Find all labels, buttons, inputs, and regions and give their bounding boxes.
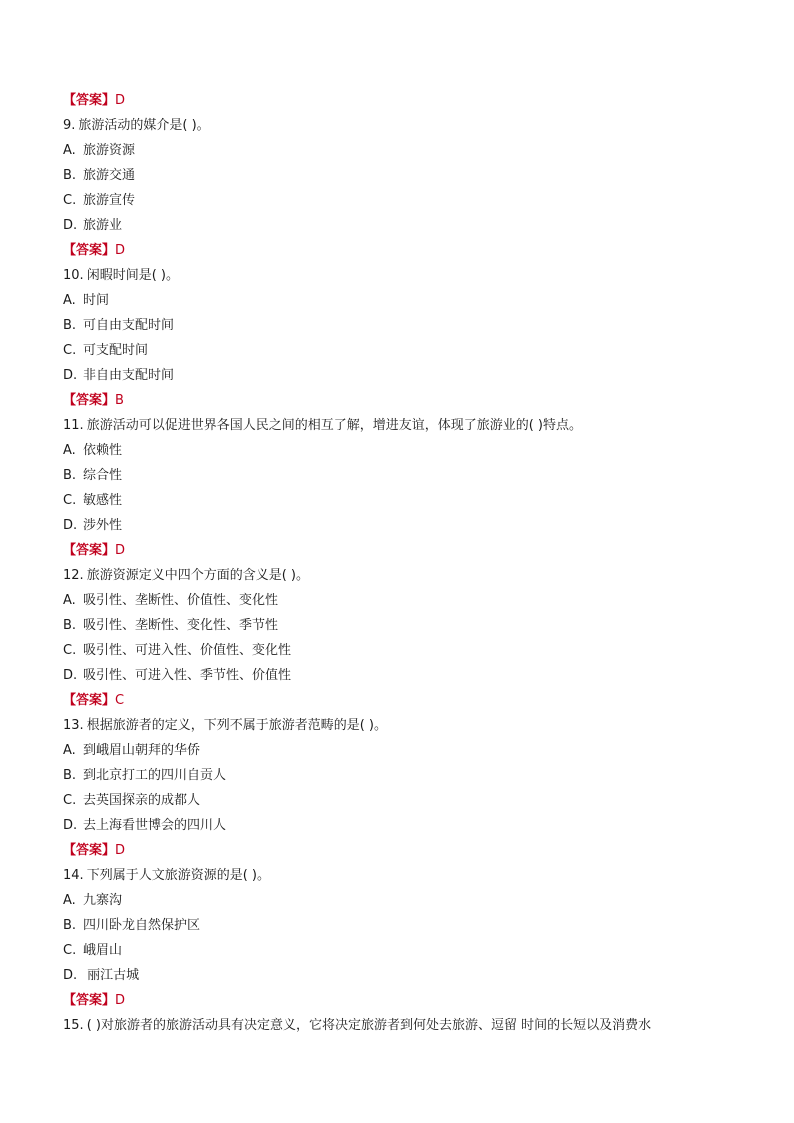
answer-line — [63, 988, 743, 1013]
option-line — [63, 163, 743, 188]
question-number: 12. — [63, 568, 84, 583]
answer-label: 【答案】 — [63, 93, 116, 108]
answer-line — [63, 388, 743, 413]
option-letter: A. — [63, 443, 76, 458]
option-text: 吸引性、垄断性、变化性、季节性 — [83, 618, 279, 633]
option-letter: D. — [63, 668, 78, 683]
option-letter: D. — [63, 968, 78, 983]
question-text: 旅游资源定义中四个方面的含义是( )。 — [86, 568, 309, 583]
option-line — [63, 138, 743, 163]
option-line — [63, 763, 743, 788]
option-line — [63, 788, 743, 813]
option-text: 涉外性 — [83, 518, 123, 533]
option-text: 旅游资源 — [83, 143, 136, 158]
option-text: 依赖性 — [83, 443, 123, 458]
option-line — [63, 363, 743, 388]
option-letter: C. — [63, 343, 77, 358]
option-line — [63, 313, 743, 338]
question-line — [63, 263, 743, 288]
option-line — [63, 613, 743, 638]
option-line — [63, 288, 743, 313]
option-line — [63, 463, 743, 488]
option-line — [63, 188, 743, 213]
question-line — [63, 413, 743, 438]
option-text: 吸引性、可进入性、季节性、价值性 — [83, 668, 292, 683]
answer-label: 【答案】 — [63, 993, 116, 1008]
answer-label: 【答案】 — [63, 843, 116, 858]
option-text: 去英国探亲的成都人 — [83, 793, 201, 808]
question-number: 14. — [63, 868, 84, 883]
option-line — [63, 888, 743, 913]
answer-line — [63, 838, 743, 863]
question-number: 9. — [63, 118, 76, 133]
option-line — [63, 963, 743, 988]
option-text: 去上海看世博会的四川人 — [83, 818, 227, 833]
option-line — [63, 813, 743, 838]
question-line — [63, 113, 743, 138]
answer-value: C — [115, 693, 125, 708]
option-letter: B. — [63, 918, 77, 933]
option-text: 四川卧龙自然保护区 — [83, 918, 201, 933]
option-line — [63, 638, 743, 663]
question-text: 闲暇时间是( )。 — [86, 268, 179, 283]
answer-line — [63, 538, 743, 563]
option-text: 旅游宣传 — [83, 193, 136, 208]
option-line — [63, 938, 743, 963]
document-page — [63, 88, 743, 1038]
option-line — [63, 213, 743, 238]
option-letter: B. — [63, 618, 77, 633]
question-text: 旅游活动可以促进世界各国人民之间的相互了解，增进友谊，体现了旅游业的( )特点。 — [86, 418, 582, 433]
option-letter: A. — [63, 143, 76, 158]
option-line — [63, 588, 743, 613]
answer-value: D — [115, 243, 126, 258]
answer-label: 【答案】 — [63, 393, 116, 408]
option-text: 峨眉山 — [83, 943, 123, 958]
answer-value: B — [115, 393, 124, 408]
option-letter: D. — [63, 518, 78, 533]
option-text: 可自由支配时间 — [83, 318, 175, 333]
option-letter: A. — [63, 743, 76, 758]
option-text: 九寨沟 — [83, 893, 123, 908]
answer-value: D — [115, 843, 126, 858]
option-text: 敏感性 — [83, 493, 123, 508]
option-text: 到峨眉山朝拜的华侨 — [83, 743, 201, 758]
option-text: 非自由支配时间 — [83, 368, 175, 383]
answer-label: 【答案】 — [63, 543, 116, 558]
option-letter: B. — [63, 168, 77, 183]
option-letter: C. — [63, 793, 77, 808]
option-text: 旅游业 — [83, 218, 123, 233]
option-letter: B. — [63, 318, 77, 333]
answer-value: D — [115, 543, 126, 558]
option-line — [63, 738, 743, 763]
option-text: 到北京打工的四川自贡人 — [83, 768, 227, 783]
option-text: 综合性 — [83, 468, 123, 483]
option-letter: D. — [63, 818, 78, 833]
answer-value: D — [115, 93, 126, 108]
option-letter: D. — [63, 218, 78, 233]
answer-line — [63, 88, 743, 113]
answer-line — [63, 688, 743, 713]
answer-label: 【答案】 — [63, 693, 116, 708]
option-letter: A. — [63, 593, 76, 608]
option-text: 可支配时间 — [83, 343, 149, 358]
question-line — [63, 863, 743, 888]
question-line — [63, 563, 743, 588]
option-text: 吸引性、可进入性、价值性、变化性 — [83, 643, 292, 658]
option-letter: C. — [63, 493, 77, 508]
option-letter: C. — [63, 643, 77, 658]
option-line — [63, 513, 743, 538]
option-line — [63, 438, 743, 463]
question-line — [63, 713, 743, 738]
option-letter: C. — [63, 943, 77, 958]
option-letter: B. — [63, 768, 77, 783]
option-letter: D. — [63, 368, 78, 383]
question-number: 15. — [63, 1018, 84, 1033]
option-letter: C. — [63, 193, 77, 208]
option-letter: B. — [63, 468, 77, 483]
option-text: 吸引性、垄断性、价值性、变化性 — [83, 593, 279, 608]
question-number: 13. — [63, 718, 84, 733]
option-text: 时间 — [83, 293, 110, 308]
answer-value: D — [115, 993, 126, 1008]
question-line — [63, 1013, 743, 1038]
option-text: 丽江古城 — [83, 968, 140, 983]
answer-line — [63, 238, 743, 263]
answer-label: 【答案】 — [63, 243, 116, 258]
question-number: 11. — [63, 418, 84, 433]
question-number: 10. — [63, 268, 84, 283]
option-letter: A. — [63, 893, 76, 908]
question-text: 旅游活动的媒介是( )。 — [78, 118, 210, 133]
option-line — [63, 338, 743, 363]
option-text: 旅游交通 — [83, 168, 136, 183]
question-text: 根据旅游者的定义，下列不属于旅游者范畴的是( )。 — [86, 718, 387, 733]
option-letter: A. — [63, 293, 76, 308]
option-line — [63, 663, 743, 688]
option-line — [63, 913, 743, 938]
question-text: ( )对旅游者的旅游活动具有决定意义，它将决定旅游者到何处去旅游、逗留 时间的长短以及消费水 — [86, 1018, 652, 1033]
option-line — [63, 488, 743, 513]
question-text: 下列属于人文旅游资源的是( )。 — [86, 868, 270, 883]
